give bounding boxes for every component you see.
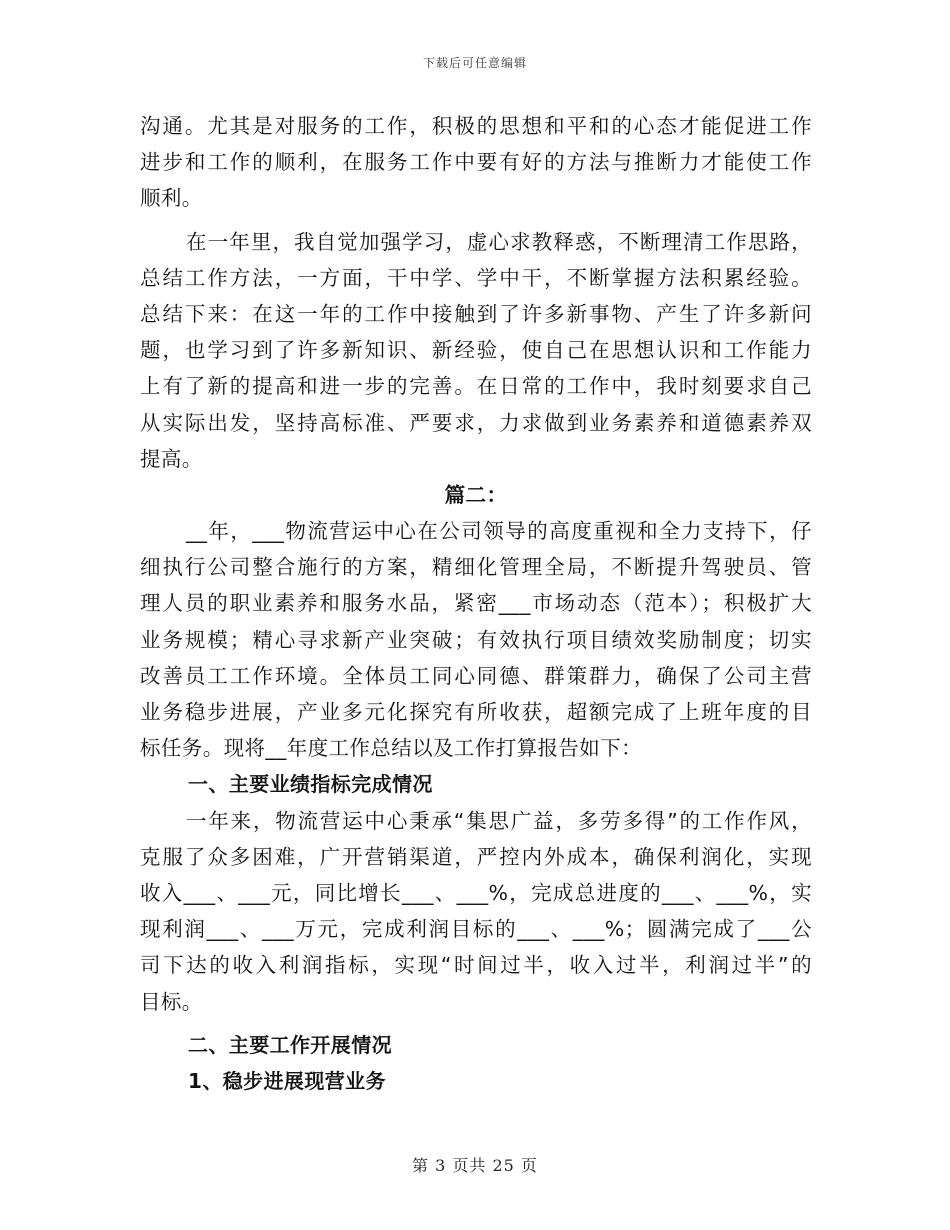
text-line: 业务规模；精心寻求新产业突破；有效执行项目绩效奖励制度；切实 <box>140 627 812 652</box>
paragraph-3 <box>140 513 812 766</box>
paragraph-1 <box>140 108 812 217</box>
document-body <box>140 108 812 1099</box>
text-line: 改善员工工作环境。全体员工同心同德、群策群力，确保了公司主营 <box>140 663 812 688</box>
text-line: 细执行公司整合施行的方案，精细化管理全局，不断提升驾驶员、管 <box>140 555 812 580</box>
text-line: 标任务。现将__年度工作总结以及工作打算报告如下： <box>140 736 642 761</box>
text-line: 业务稳步进展，产业多元化探究有所收获，超额完成了上班年度的目 <box>140 700 812 724</box>
text-line: 提高。 <box>140 446 203 471</box>
text-line: 沟通。尤其是对服务的工作，积极的思想和平和的心态才能促进工作 <box>140 114 812 138</box>
subsection-heading-1: 1、稳步进展现营业务 <box>188 1068 386 1093</box>
text-line: 顺利。 <box>140 186 203 211</box>
text-line: 在一年里，我自觉加强学习，虚心求教释惑，不断理清工作思路， <box>186 229 812 254</box>
text-line: 从实际出发，坚持高标准、严要求，力求做到业务素养和道德素养双 <box>140 410 812 435</box>
text-line: 收入___、___元，同比增长___、___%，完成总进度的___、___%，实 <box>140 880 812 905</box>
page-number: 第 3 页共 25 页 <box>412 1156 538 1175</box>
text-line: 总结工作方法，一方面，干中学、学中干，不断掌握方法积累经验。 <box>140 265 812 290</box>
text-line: 总结下来：在这一年的工作中接触到了许多新事物、产生了许多新问 <box>140 301 812 326</box>
part-title: 篇二： <box>444 482 508 507</box>
paragraph-2 <box>140 224 812 477</box>
paragraph-4 <box>140 803 812 1020</box>
section-heading-1: 一、主要业绩指标完成情况 <box>188 772 433 797</box>
page-header-note: 下载后可任意编辑 <box>422 56 527 70</box>
text-line: 题，也学习到了许多新知识、新经验，使自己在思想认识和工作能力 <box>140 338 812 363</box>
text-line: 目标。 <box>140 989 203 1014</box>
text-line: 一年来，物流营运中心秉承“集思广益，多劳多得”的工作作风， <box>186 808 812 833</box>
section-heading-2: 二、主要工作开展情况 <box>188 1032 392 1057</box>
text-line: 进步和工作的顺利，在服务工作中要有好的方法与推断力才能使工作 <box>140 150 812 175</box>
text-line: 理人员的职业素养和服务水品，紧密___市场动态（范本）；积极扩大 <box>140 591 812 616</box>
text-line: 上有了新的提高和进一步的完善。在日常的工作中，我时刻要求自己 <box>140 374 812 399</box>
text-line: __年，___物流营运中心在公司领导的高度重视和全力支持下，仔 <box>186 519 812 544</box>
text-line: 现利润___、___万元，完成利润目标的___、___%；圆满完成了___公 <box>140 917 812 942</box>
text-line: 克服了众多困难，广开营销渠道，严控内外成本，确保利润化，实现 <box>140 844 812 869</box>
text-line: 司下达的收入利润指标，实现“时间过半，收入过半，利润过半”的 <box>140 953 812 978</box>
